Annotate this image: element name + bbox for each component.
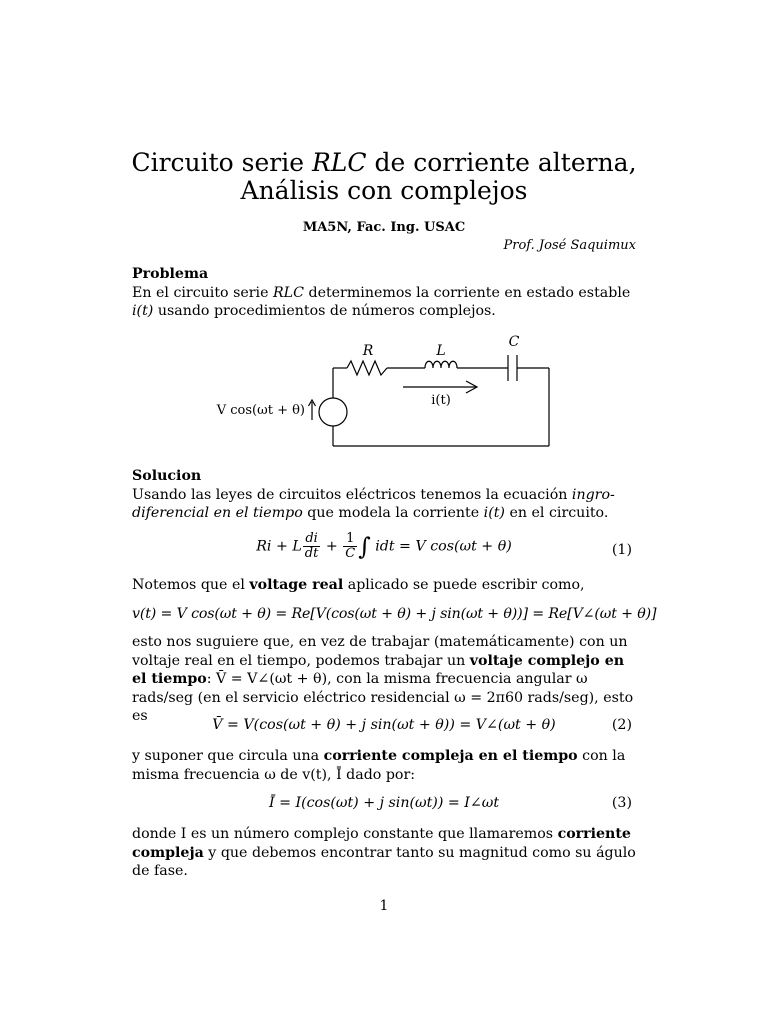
- title-line-1: [0, 148, 768, 178]
- esto-text-c: V̄ = V∠(ωt + θ), con la misma frecuencia angular ω rads/seg (en el servicio eléctrico residencial ω = 2π60 rads/seg), esto es: [132, 671, 634, 724]
- author: Prof. José Saquimux: [503, 238, 636, 253]
- donde-bold: corriente compleja: [132, 826, 631, 861]
- affiliation: MA5N, Fac. Ing. USAC: [302, 220, 466, 235]
- solucion-text-c: en el circuito.: [509, 505, 609, 521]
- eq1-integral: ∫: [358, 532, 371, 561]
- esto-bold: voltaje complejo en el tiempo: [132, 652, 625, 687]
- esto-paragraph: [132, 633, 636, 726]
- esto-text-a: esto nos suguiere que, en vez de trabajar (matemáticamente) con un voltaje real en el tiempo, podemos trabajar un: [132, 634, 628, 669]
- label-c: C: [508, 334, 520, 350]
- label-l: L: [436, 343, 446, 359]
- notemos-paragraph: [132, 576, 636, 595]
- solucion-text-a: Usando las leyes de circuitos eléctricos tenemos la ecuación: [132, 486, 568, 503]
- problema-text: [132, 284, 636, 321]
- notemos-pre: Notemos que el: [132, 577, 245, 593]
- solucion-section: [132, 467, 636, 523]
- eq1-rhs: idt = V cos(ωt + θ): [370, 538, 512, 555]
- equation-vt-body: v(t) = V cos(ωt + θ) = Re[V(cos(ωt + θ) + j sin(ωt + θ))] = Re[V∠(ωt + θ)]: [132, 606, 657, 622]
- solucion-text: [132, 486, 636, 523]
- solucion-var-it: i(t): [483, 505, 505, 521]
- problema-heading: Problema: [132, 266, 209, 282]
- equation-3-number: (3): [611, 795, 632, 811]
- eq1-frac1-den: dt: [304, 546, 319, 561]
- label-r: R: [362, 343, 374, 359]
- problema-var-it: i(t): [132, 303, 154, 319]
- problema-text-b: determinemos la corriente en estado estable: [308, 284, 631, 301]
- title-line-2: Análisis con complejos: [240, 176, 528, 205]
- solucion-italic: ingro-diferencial en el tiempo: [132, 486, 615, 521]
- page-number: 1: [379, 898, 389, 914]
- solucion-heading: Solucion: [132, 468, 202, 484]
- equation-2-body: V̄ = V(cos(ωt + θ) + j sin(ωt + θ)) = V∠(ωt + θ): [212, 717, 556, 733]
- suponer-bold: corriente compleja en el tiempo: [323, 748, 578, 764]
- suponer-pre: y suponer que circula una: [132, 748, 320, 764]
- equation-vt: [132, 604, 657, 624]
- notemos-post: aplicado se puede escribir como,: [347, 577, 585, 593]
- suponer-post: con la misma frecuencia ω de v(t), Ī dado por:: [132, 748, 626, 783]
- eq1-plus: +: [321, 538, 343, 555]
- suponer-paragraph: [132, 747, 636, 784]
- donde-pre: donde I es un número complejo constante que llamaremos: [132, 826, 554, 842]
- esto-colon: :: [206, 671, 212, 687]
- notemos-bold: voltage real: [249, 577, 344, 593]
- title-variable: RLC: [311, 148, 367, 177]
- title-text-end: de corriente alterna,: [366, 148, 637, 177]
- equation-1: [132, 532, 636, 572]
- problema-text-c: usando procedimientos de números complejos.: [157, 303, 496, 319]
- donde-post: y que debemos encontrar tanto su magnitud como su águlo de fase.: [132, 844, 636, 879]
- eq1-frac-1c: [343, 532, 357, 561]
- donde-paragraph: [132, 825, 636, 881]
- eq1-frac2-den: C: [345, 546, 356, 561]
- equation-1-body: [132, 532, 636, 561]
- eq1-frac1-num: di: [303, 532, 321, 547]
- eq1-lhs: Ri + L: [256, 538, 302, 555]
- equation-3-body: Ī = I(cos(ωt) + j sin(ωt)) = I∠ωt: [268, 795, 500, 811]
- title-text: Circuito serie: [131, 148, 312, 177]
- rlc-circuit-diagram: [0, 330, 768, 460]
- solucion-text-b: que modela la corriente: [307, 505, 480, 521]
- equation-1-number: (1): [611, 542, 632, 558]
- label-source: V cos(ωt + θ): [216, 403, 305, 418]
- problema-var-rlc: RLC: [273, 284, 304, 301]
- equation-2: [132, 715, 636, 737]
- problema-text-a: En el circuito serie: [132, 284, 269, 301]
- label-current: i(t): [431, 393, 451, 408]
- equation-2-number: (2): [611, 717, 632, 733]
- eq1-frac2-num: 1: [343, 532, 357, 547]
- problema-section: [132, 265, 636, 321]
- equation-3: [132, 793, 636, 815]
- eq1-frac-didt: [303, 532, 321, 561]
